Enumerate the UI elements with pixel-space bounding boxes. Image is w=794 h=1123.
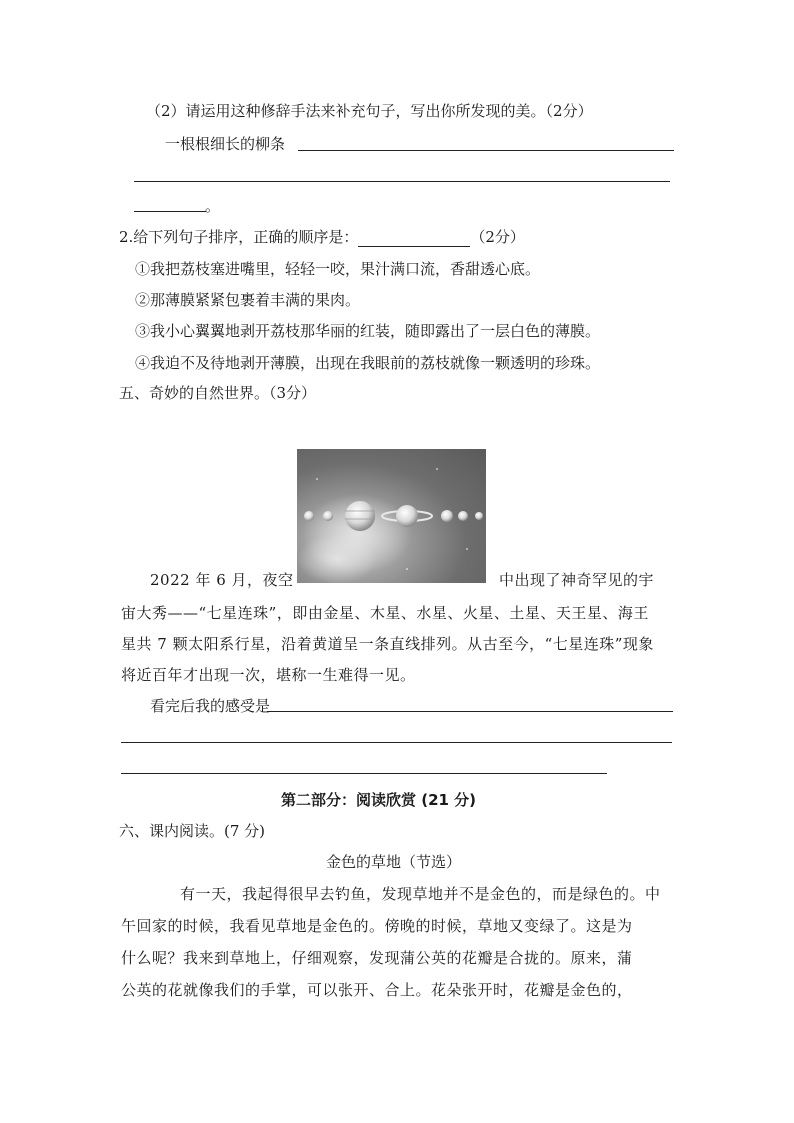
answer-line[interactable]: [134, 211, 206, 212]
paragraph-line: 中出现了神奇罕见的宇: [499, 571, 655, 589]
sentence-lead: 一根根细长的柳条: [165, 135, 286, 153]
answer-line[interactable]: [134, 181, 670, 182]
list-item: ③我小心翼翼地剥开荔枝那华丽的红装，随即露出了一层白色的薄膜。: [135, 322, 601, 340]
planets-graphic: [297, 449, 486, 583]
answer-line[interactable]: [267, 711, 673, 712]
section-heading: 五、奇妙的自然世界。（3分）: [119, 384, 317, 402]
score-label: （2分）: [470, 228, 525, 246]
answer-line[interactable]: [121, 742, 672, 743]
paragraph-line: 宙大秀——“七星连珠”，即由金星、木星、水星、火星、土星、天王星、海王: [121, 604, 649, 622]
passage-line: 午回家的时候，我看见草地是金色的。傍晚的时候，草地又变绿了。这是为: [121, 917, 633, 935]
section-heading: 六、课内阅读。(7 分): [119, 822, 266, 840]
answer-blank[interactable]: [358, 230, 470, 247]
passage-line: 有一天，我起得很早去钓鱼，发现草地并不是金色的，而是绿色的。中: [180, 885, 661, 903]
passage-line: 什么呢？我来到草地上，仔细观察，发现蒲公英的花瓣是合拢的。原来，蒲: [121, 949, 633, 967]
answer-line[interactable]: [298, 150, 674, 151]
passage-line: 公英的花就像我们的手掌，可以张开、合上。花朵张开时，花瓣是金色的，: [121, 981, 633, 999]
question-prompt: [119, 227, 525, 247]
paragraph-line: 2022 年 6 月，夜空: [150, 571, 294, 589]
end-mark: 。: [205, 197, 221, 215]
paragraph-line: 将近百年才出现一次，堪称一生难得一见。: [121, 666, 416, 684]
answer-line[interactable]: [121, 773, 607, 774]
list-item: ①我把荔枝塞进嘴里，轻轻一咬，果汁满口流，香甜透心底。: [135, 260, 541, 278]
question-prompt: （2）请运用这种修辞手法来补充句子，写出你所发现的美。（2分）: [146, 102, 593, 120]
planet-alignment-image: [297, 449, 486, 583]
ordering-prompt: 2.给下列句子排序，正确的顺序是：: [119, 228, 359, 246]
paragraph-line: 星共 7 颗太阳系行星，沿着黄道呈一条直线排列。从古至今，“七星连珠”现象: [121, 635, 654, 653]
part-title: 第二部分：阅读欣赏 (21 分): [281, 791, 477, 809]
passage-title: 金色的草地（节选）: [326, 853, 462, 871]
feeling-label: 看完后我的感受是: [150, 697, 271, 715]
list-item: ④我迫不及待地剥开薄膜，出现在我眼前的荔枝就像一颗透明的珍珠。: [135, 354, 601, 372]
list-item: ②那薄膜紧紧包裹着丰满的果肉。: [135, 291, 361, 309]
